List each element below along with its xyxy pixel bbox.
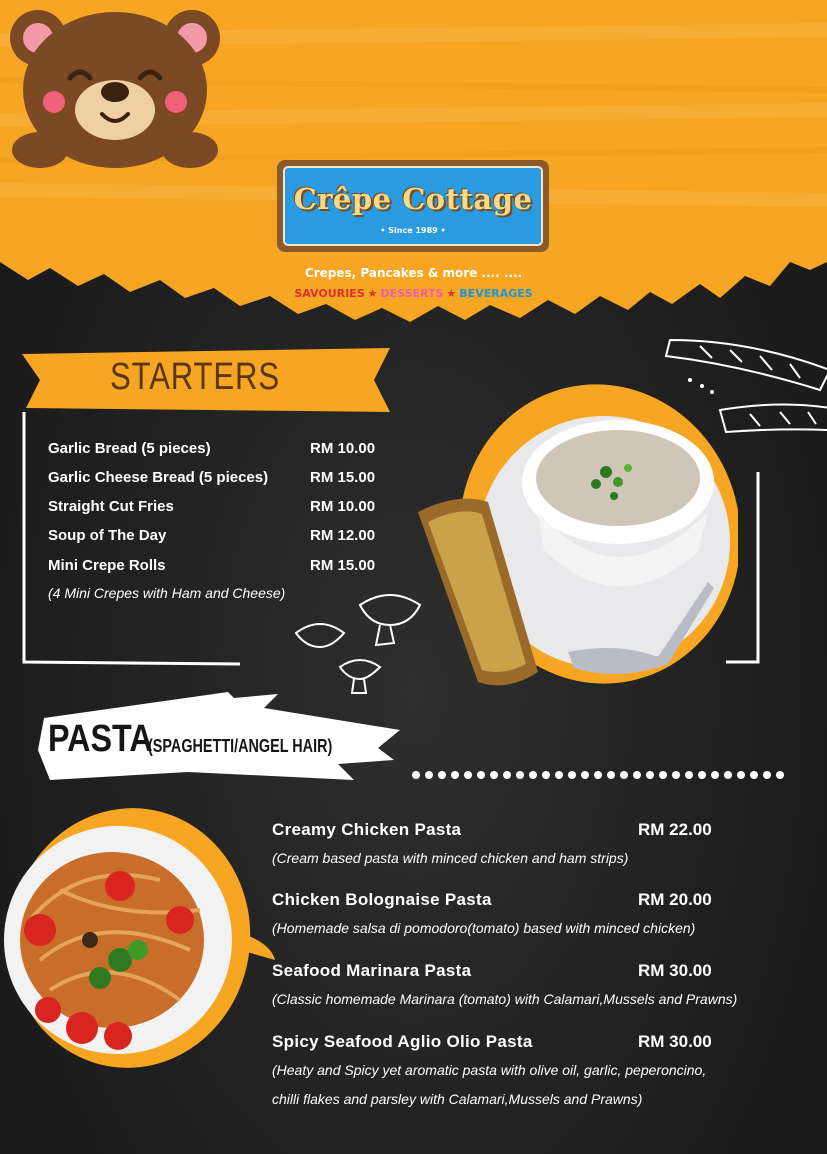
pasta-title: PASTA (48, 718, 153, 760)
starter-item (48, 527, 388, 551)
pasta-item-name: Chicken Bolognaise Pasta (272, 890, 492, 909)
spaghetti-plate-icon (0, 800, 280, 1080)
pasta-item-desc: (Cream based pasta with minced chicken and ham strips) (272, 850, 629, 866)
pasta-item-price: RM 22.00 (638, 820, 712, 839)
starter-item (48, 469, 388, 493)
pasta-item-desc: (Heaty and Spicy yet aromatic pasta with olive oil, garlic, peperoncino, (272, 1062, 707, 1078)
starter-item-price: RM 15.00 (310, 469, 376, 486)
starter-item-name: Soup of The Day (48, 527, 167, 544)
dotted-divider (410, 768, 790, 782)
pasta-item-name: Spicy Seafood Aglio Olio Pasta (272, 1032, 533, 1051)
category-desserts: DESSERTS (380, 287, 444, 300)
starter-item-name: Garlic Cheese Bread (5 pieces) (48, 469, 269, 486)
pasta-item-desc: (Homemade salsa di pomodoro(tomato) based with minced chicken) (272, 920, 696, 936)
brand-name: Crêpe Cottage (293, 182, 533, 216)
category-beverages: BEVERAGES (459, 287, 533, 300)
starter-item-price: RM 10.00 (310, 498, 376, 515)
pasta-item-price: RM 30.00 (638, 961, 712, 980)
starter-item (48, 440, 388, 464)
pasta-item-desc-line2: chilli flakes and parsley with Calamari,Mussels and Prawns) (272, 1091, 643, 1107)
starter-note: (4 Mini Crepes with Ham and Cheese) (48, 585, 286, 601)
bear-mascot-icon (0, 0, 230, 170)
starter-item (48, 557, 388, 581)
baguette-doodle-icon (660, 320, 827, 450)
logo-board (277, 160, 549, 252)
starter-item-name: Mini Crepe Rolls (48, 557, 166, 574)
starter-item-price: RM 15.00 (310, 557, 376, 574)
brand-tagline: Crepes, Pancakes & more .... .... (304, 266, 523, 280)
starters-title: STARTERS (110, 356, 280, 398)
pasta-item-name: Creamy Chicken Pasta (272, 820, 462, 839)
category-savouries: SAVOURIES (294, 287, 365, 300)
brand-since: • Since 1989 • (380, 226, 446, 235)
pasta-item-desc: (Classic homemade Marinara (tomato) with Calamari,Mussels and Prawns) (272, 991, 738, 1007)
starter-item-name: Garlic Bread (5 pieces) (48, 440, 211, 457)
starter-item-price: RM 10.00 (310, 440, 376, 457)
header (0, 0, 827, 330)
starter-item-name: Straight Cut Fries (48, 498, 174, 515)
mushroom-doodle-icon (290, 585, 430, 695)
pasta-item-price: RM 30.00 (638, 1032, 712, 1051)
starter-item (48, 498, 388, 522)
starter-item-price: RM 12.00 (310, 527, 376, 544)
pasta-subtitle: (SPAGHETTI/ANGEL HAIR) (148, 736, 333, 756)
pasta-item-name: Seafood Marinara Pasta (272, 961, 472, 980)
pasta-item-price: RM 20.00 (638, 890, 712, 909)
star-icon: ★ (367, 287, 378, 300)
star-icon: ★ (446, 287, 457, 300)
category-list (0, 287, 827, 300)
